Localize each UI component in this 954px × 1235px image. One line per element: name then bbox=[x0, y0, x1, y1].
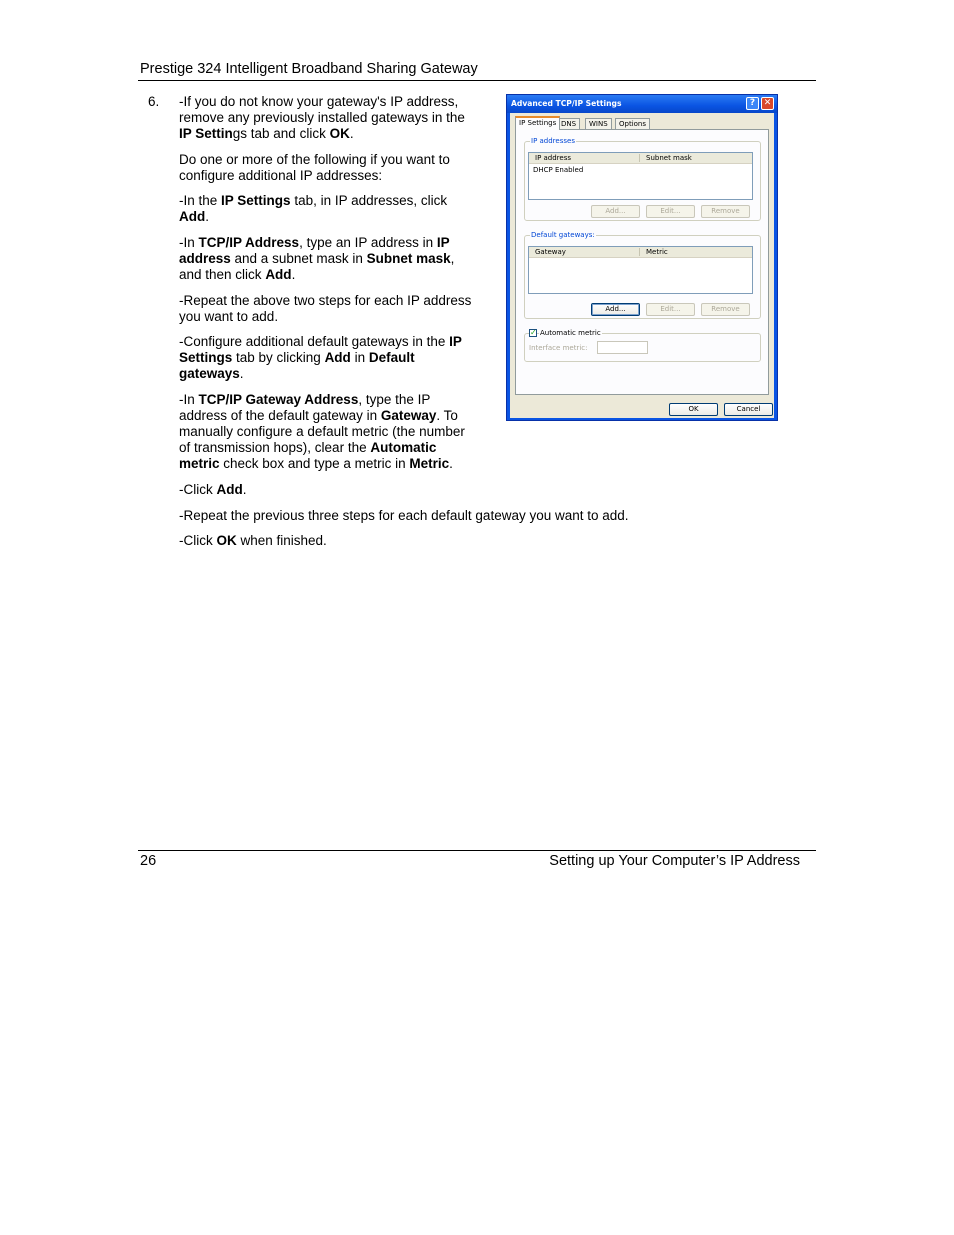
text-run: tab, in IP addresses, click bbox=[290, 193, 448, 208]
bold-term: Add bbox=[179, 209, 206, 224]
text-run: and a subnet mask in bbox=[230, 251, 367, 266]
gateway-edit-button[interactable]: Edit... bbox=[646, 303, 695, 316]
bold-term: OK bbox=[216, 533, 237, 548]
instruction-paragraph-9 bbox=[179, 508, 629, 524]
advanced-tcpip-settings-dialog bbox=[506, 94, 778, 421]
gateway-add-button[interactable]: Add... bbox=[591, 303, 640, 316]
bold-term: Add bbox=[265, 267, 292, 282]
tab-ip-settings[interactable]: IP Settings bbox=[515, 116, 560, 130]
help-icon[interactable]: ? bbox=[746, 97, 759, 110]
text-run: , type the IP bbox=[358, 392, 431, 407]
bold-term: gateways bbox=[179, 366, 240, 381]
text-run: -In bbox=[179, 235, 199, 250]
interface-metric-input[interactable] bbox=[597, 341, 648, 354]
text-run: -If you do not know your gateway's IP address, bbox=[179, 94, 459, 109]
instruction-paragraph-7 bbox=[179, 392, 465, 472]
column-subnet-mask[interactable]: Subnet mask bbox=[646, 154, 692, 162]
bold-term: Settings bbox=[179, 350, 233, 365]
dialog-title: Advanced TCP/IP Settings bbox=[511, 99, 622, 108]
text-run: and then click bbox=[179, 267, 266, 282]
text-run: address of the default gateway in bbox=[179, 408, 381, 423]
text-run: you want to add. bbox=[179, 309, 279, 324]
instruction-paragraph-8 bbox=[179, 482, 247, 498]
bold-term: IP Settin bbox=[179, 126, 233, 141]
instruction-paragraph-3 bbox=[179, 193, 447, 225]
text-run: manually configure a default metric (the number bbox=[179, 424, 465, 439]
instruction-paragraph-2 bbox=[179, 152, 450, 184]
text-run: -Repeat the previous three steps for each default gateway you want to add. bbox=[179, 508, 629, 523]
text-run: -Repeat the above two steps for each IP address bbox=[179, 293, 472, 308]
ip-addresses-label: IP addresses bbox=[531, 137, 575, 145]
instruction-paragraph-4 bbox=[179, 235, 454, 283]
dialog-titlebar bbox=[507, 95, 777, 113]
text-run: . To bbox=[436, 408, 458, 423]
ip-settings-panel bbox=[515, 129, 769, 395]
text-run: . bbox=[291, 267, 296, 282]
text-run: -Click bbox=[179, 482, 217, 497]
gateway-remove-button[interactable]: Remove bbox=[701, 303, 750, 316]
ip-addresses-list-header bbox=[529, 153, 752, 164]
bold-term: Metric bbox=[409, 456, 450, 471]
text-run: check box and type a metric in bbox=[219, 456, 410, 471]
bold-term: Add bbox=[216, 482, 243, 497]
ip-addresses-group bbox=[524, 137, 761, 221]
text-run: Do one or more of the following if you want to bbox=[179, 152, 450, 167]
text-run: . bbox=[239, 366, 244, 381]
tab-dns[interactable]: DNS bbox=[557, 118, 580, 129]
ip-addresses-list[interactable] bbox=[528, 152, 753, 200]
bold-term: Automatic bbox=[370, 440, 437, 455]
page-header-title: Prestige 324 Intelligent Broadband Sharing Gateway bbox=[140, 61, 478, 77]
default-gateways-label: Default gateways: bbox=[531, 231, 595, 239]
text-run: of transmission hops), clear the bbox=[179, 440, 371, 455]
bold-term: metric bbox=[179, 456, 220, 471]
text-run: tab by clicking bbox=[232, 350, 325, 365]
text-run: , type an IP address in bbox=[299, 235, 437, 250]
instruction-paragraph-6 bbox=[179, 334, 462, 382]
footer-page-number: 26 bbox=[140, 853, 157, 869]
tab-wins[interactable]: WINS bbox=[585, 118, 612, 129]
text-run: gs tab and click bbox=[232, 126, 330, 141]
text-run: . bbox=[349, 126, 354, 141]
default-gateways-list-header bbox=[529, 247, 752, 258]
text-run: -In bbox=[179, 392, 199, 407]
bold-term: IP Settings bbox=[221, 193, 291, 208]
instruction-paragraph-5 bbox=[179, 293, 471, 325]
text-run: -Configure additional default gateways in the bbox=[179, 334, 450, 349]
bold-term: TCP/IP Gateway Address bbox=[198, 392, 359, 407]
text-run: . bbox=[449, 456, 453, 471]
text-run: when finished. bbox=[236, 533, 327, 548]
text-run: . bbox=[242, 482, 247, 497]
instruction-paragraph-10 bbox=[179, 533, 327, 549]
ip-add-button[interactable]: Add... bbox=[591, 205, 640, 218]
bold-term: Default bbox=[368, 350, 415, 365]
bold-term: OK bbox=[329, 126, 350, 141]
text-run: , bbox=[450, 251, 455, 266]
bold-term: address bbox=[179, 251, 231, 266]
cancel-button[interactable]: Cancel bbox=[724, 403, 773, 416]
automatic-metric-label: Automatic metric bbox=[540, 329, 601, 337]
ip-remove-button[interactable]: Remove bbox=[701, 205, 750, 218]
column-separator bbox=[639, 248, 640, 256]
bold-term: IP bbox=[436, 235, 450, 250]
default-gateways-group bbox=[524, 231, 761, 319]
step-number: 6. bbox=[148, 94, 160, 109]
interface-metric-label: Interface metric: bbox=[529, 344, 588, 352]
metric-group bbox=[524, 328, 761, 362]
text-run: configure additional IP addresses: bbox=[179, 168, 383, 183]
column-separator bbox=[639, 154, 640, 162]
dialog-client-area bbox=[510, 113, 774, 418]
instruction-paragraph-1 bbox=[179, 94, 465, 142]
ip-edit-button[interactable]: Edit... bbox=[646, 205, 695, 218]
ok-button[interactable]: OK bbox=[669, 403, 718, 416]
text-run: in bbox=[350, 350, 369, 365]
bold-term: Gateway bbox=[380, 408, 437, 423]
column-ip-address[interactable]: IP address bbox=[535, 154, 572, 162]
tab-options[interactable]: Options bbox=[615, 118, 650, 129]
default-gateways-list[interactable] bbox=[528, 246, 753, 294]
text-run: -In the bbox=[179, 193, 222, 208]
text-run: remove any previously installed gateways in the bbox=[179, 110, 465, 125]
column-metric[interactable]: Metric bbox=[646, 248, 668, 256]
bold-term: Subnet mask bbox=[366, 251, 451, 266]
bold-term: TCP/IP Address bbox=[198, 235, 300, 250]
footer-rule bbox=[138, 850, 816, 851]
bold-term: IP bbox=[449, 334, 462, 349]
footer-section-title: Setting up Your Computer’s IP Address bbox=[549, 853, 800, 869]
column-gateway[interactable]: Gateway bbox=[535, 248, 566, 256]
automatic-metric-checkbox[interactable]: ✓ bbox=[530, 328, 537, 337]
list-item[interactable]: DHCP Enabled bbox=[533, 166, 584, 174]
header-rule bbox=[138, 80, 816, 81]
bold-term: Add bbox=[324, 350, 351, 365]
close-icon[interactable]: ✕ bbox=[761, 97, 774, 110]
text-run: . bbox=[205, 209, 210, 224]
text-run: -Click bbox=[179, 533, 217, 548]
